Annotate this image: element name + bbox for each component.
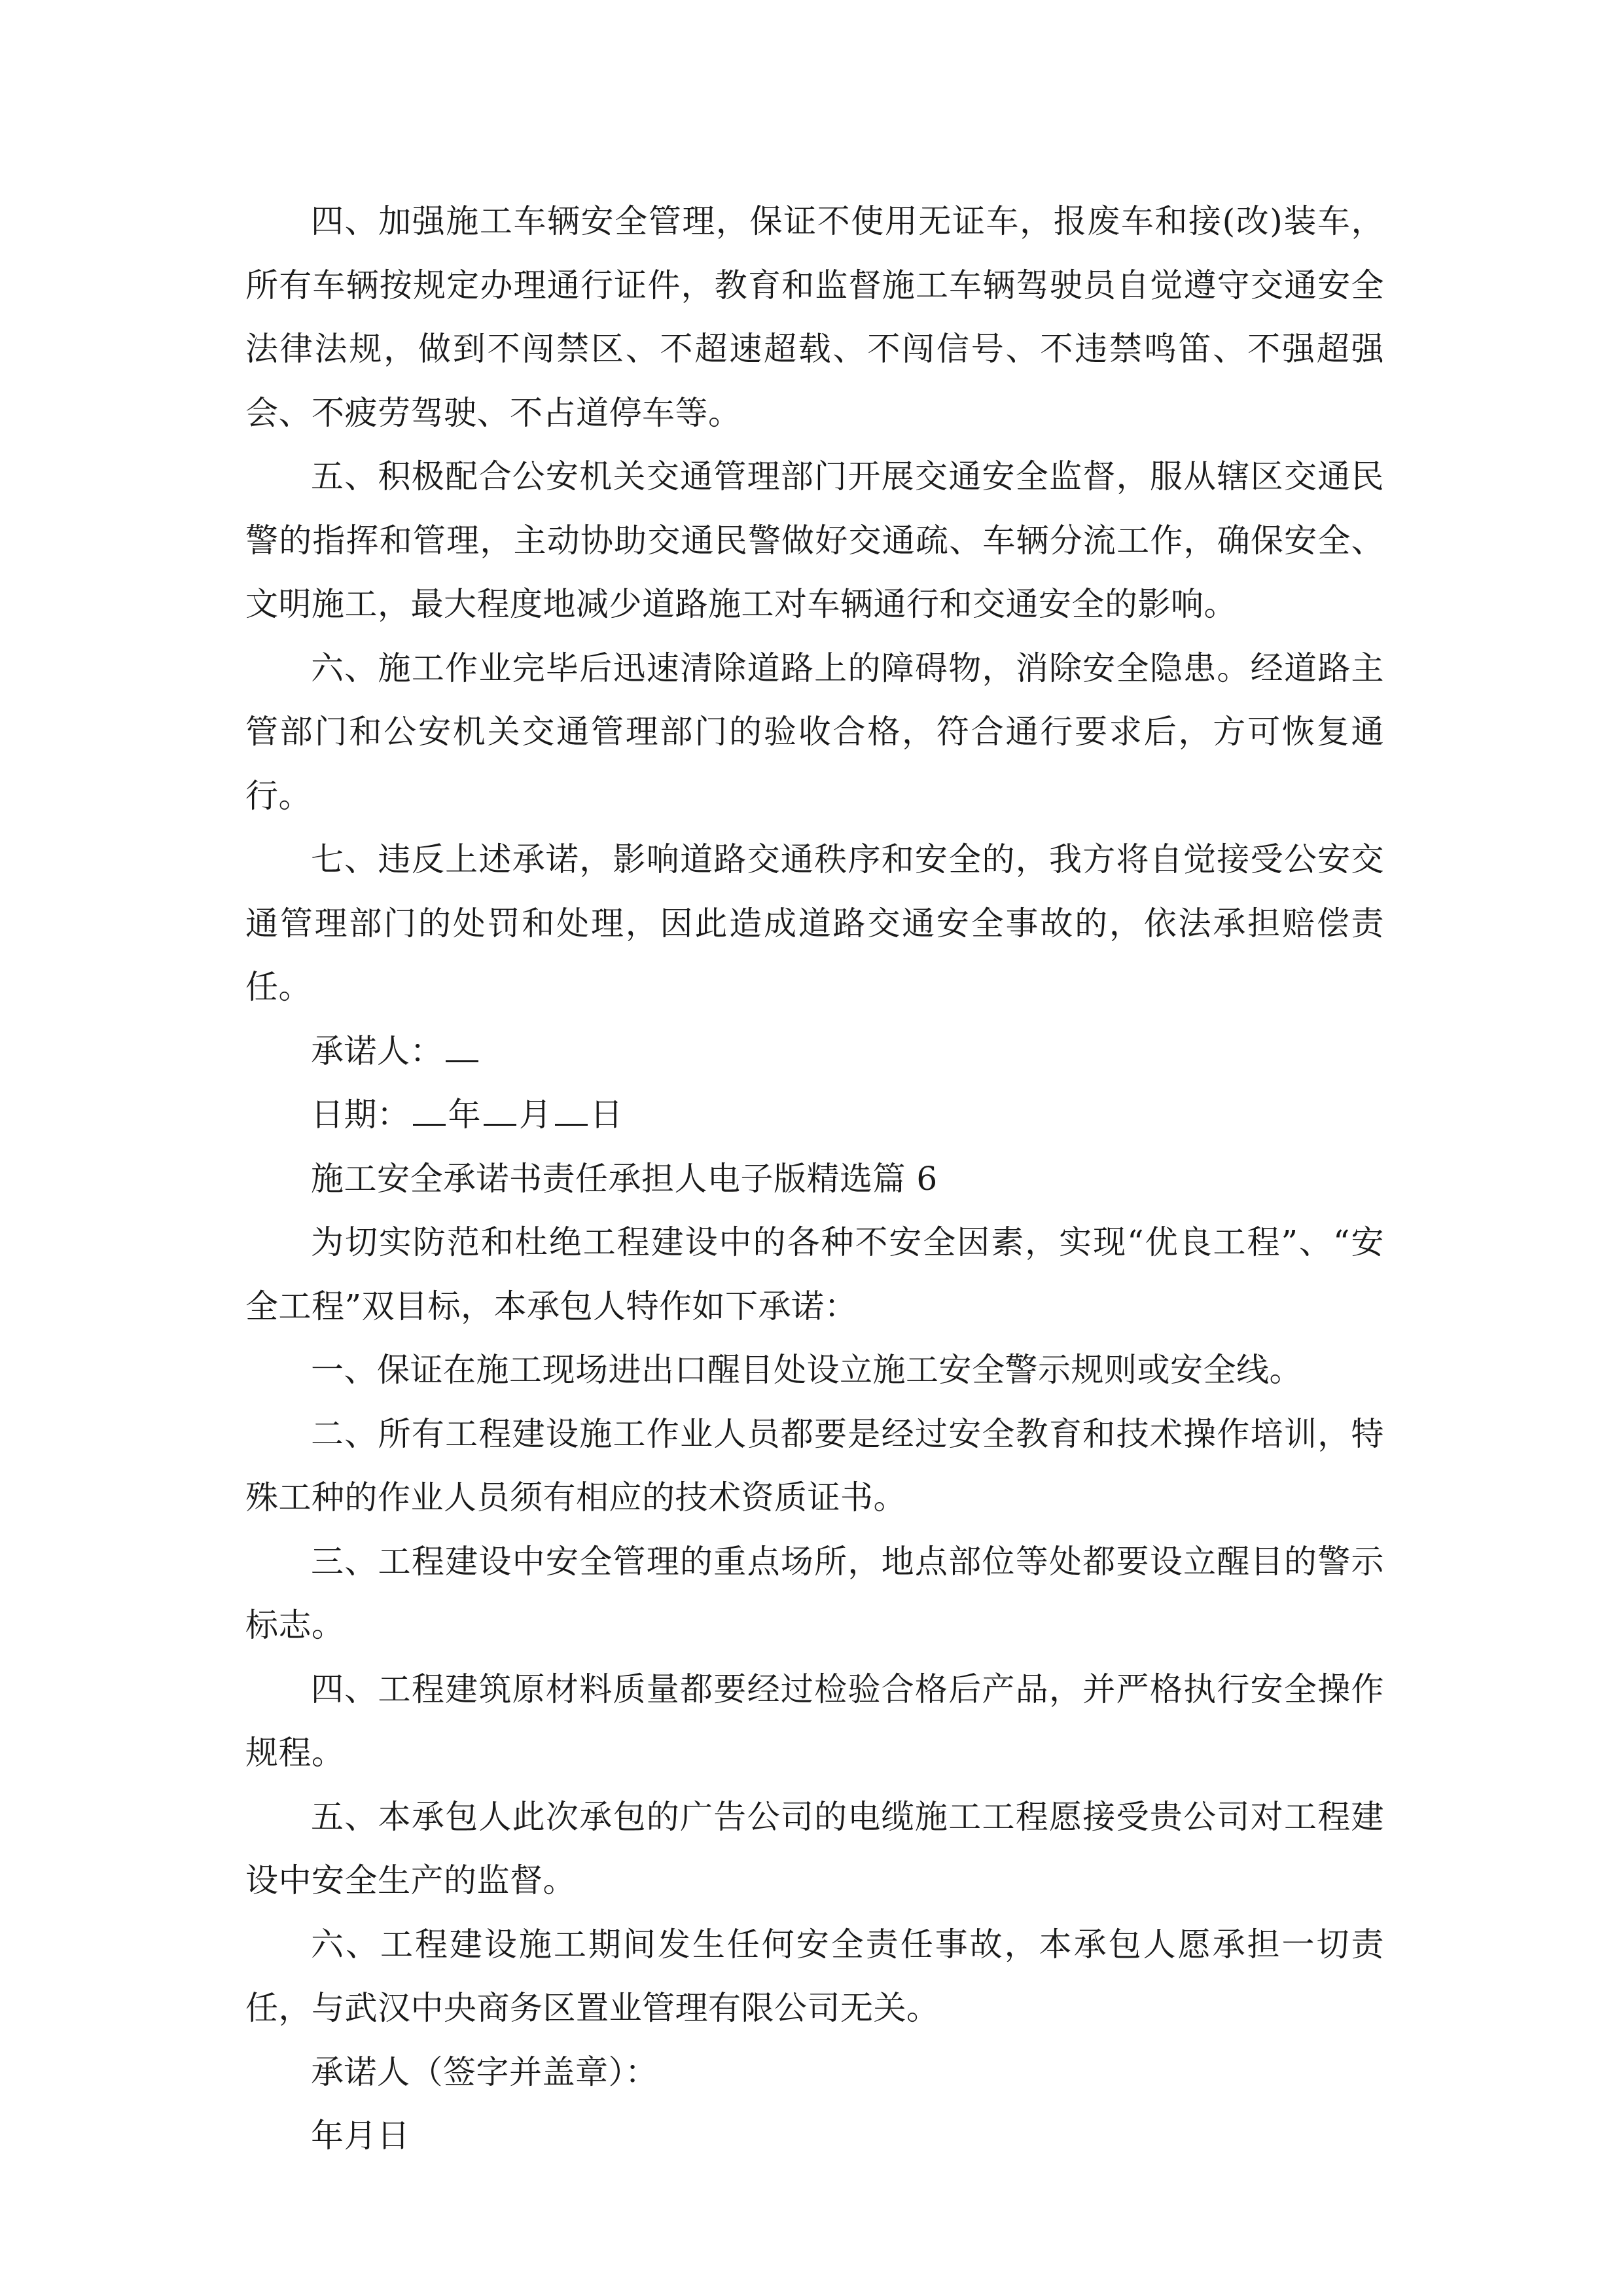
section-title: 施工安全承诺书责任承担人电子版精选篇 6 <box>311 1159 938 1198</box>
date2-line: 年月日 <box>311 2117 410 2155</box>
signer-label: 承诺人： <box>311 1031 443 1070</box>
item-6-responsibility: 六、工程建设施工期间发生任何安全责任事故，本承包人愿承担一切责任，与武汉中央商务区置业管理有限公司无关。 <box>245 1925 1384 2027</box>
item-4-materials: 四、工程建筑原材料质量都要经过检验合格后产品，并严格执行安全操作规程。 <box>245 1670 1384 1772</box>
year-blank <box>413 1096 446 1126</box>
item-1-warning-signs: 一、保证在施工现场进出口醒目处设立施工安全警示规则或安全线。 <box>311 1351 1302 1389</box>
clause-7-liability: 七、违反上述承诺，影响道路交通秩序和安全的，我方将自觉接受公安交通管理部门的处罚和处理，因此造成道路交通安全事故的，依法承担赔偿责任。 <box>245 840 1384 1006</box>
item-3-key-areas: 三、工程建设中安全管理的重点场所，地点部位等处都要设立醒目的警示标志。 <box>245 1542 1384 1644</box>
signer-blank <box>446 1033 478 1062</box>
item-2-training: 二、所有工程建设施工作业人员都要是经过安全教育和技术操作培训，特殊工种的作业人员须有相应的技术资质证书。 <box>245 1414 1384 1516</box>
item-5-supervision: 五、本承包人此次承包的广告公司的电缆施工工程愿接受贵公司对工程建设中安全生产的监督。 <box>245 1797 1384 1899</box>
date-label: 日期： <box>311 1096 410 1134</box>
month-blank <box>484 1096 516 1126</box>
intro-paragraph: 为切实防范和杜绝工程建设中的各种不安全因素，实现“优良工程”、“安全工程”双目标，本承包人特作如下承诺： <box>245 1223 1384 1325</box>
date-line <box>245 1083 1384 1147</box>
signer2-line: 承诺人（签字并盖章）： <box>311 2053 658 2091</box>
date-month: 月 <box>519 1096 552 1134</box>
document-page <box>245 190 1384 2168</box>
day-blank <box>555 1096 588 1126</box>
clause-4-vehicle-safety: 四、加强施工车辆安全管理，保证不使用无证车，报废车和接(改)装车，所有车辆按规定办理通行证件，教育和监督施工车辆驾驶员自觉遵守交通安全法律法规，做到不闯禁区、不超速超载、不闯信号、不违禁鸣笛、不强超强会、不疲劳驾驶、不占道停车等。 <box>245 202 1384 432</box>
date-year: 年 <box>448 1096 481 1134</box>
signer-line <box>245 1020 1384 1084</box>
clause-5-police-cooperation: 五、积极配合公安机关交通管理部门开展交通安全监督，服从辖区交通民警的指挥和管理，主动协助交通民警做好交通疏、车辆分流工作，确保安全、文明施工，最大程度地减少道路施工对车辆通行和交通安全的影响。 <box>245 457 1384 623</box>
clause-6-clear-obstacles: 六、施工作业完毕后迅速清除道路上的障碍物，消除安全隐患。经道路主管部门和公安机关交通管理部门的验收合格，符合通行要求后，方可恢复通行。 <box>245 649 1384 815</box>
date-day: 日 <box>590 1096 623 1134</box>
